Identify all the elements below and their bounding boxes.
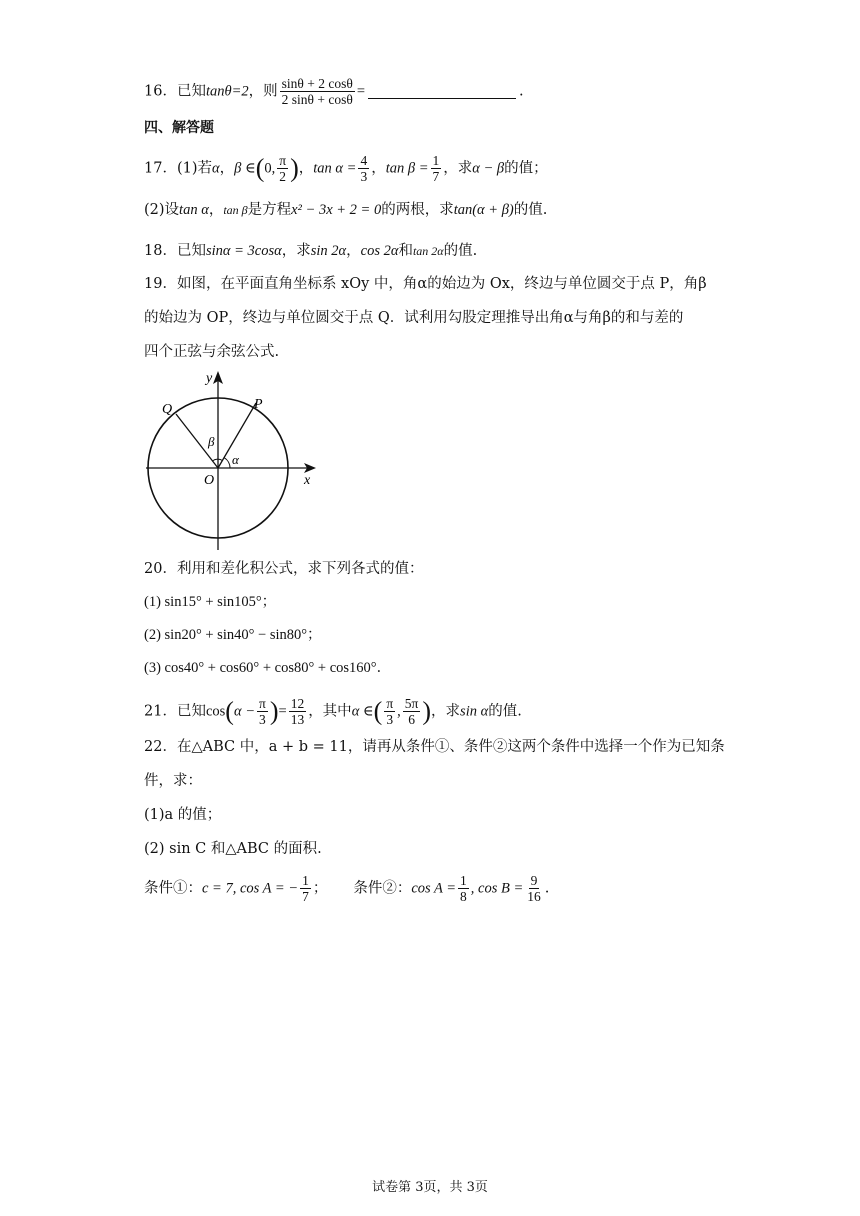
label-y: y [206,371,213,386]
q17-end: 的值； [504,160,548,177]
tan-sum: tan(α + β) [453,202,514,218]
frac-den: 8 [460,889,467,904]
five-pi-over-6 [403,696,421,727]
label-alpha: α [232,452,239,467]
left-paren: ( [255,153,265,183]
frac-num: 4 [360,153,368,168]
question-21 [144,696,522,727]
answer-blank [368,84,516,99]
question-19-line2: 的始边为 OP，终边与单位圆交于点 Q．试利用勾股定理推导出角α与角β的和与差的 [144,310,684,326]
label-o: O [204,473,215,488]
question-22-part1: (1)a 的值； [144,807,222,823]
frac-num: 1 [302,873,309,888]
q21-end: 的值. [488,703,522,720]
q20-item-1: (1) sin15° + sin105°； [144,594,277,610]
frac-den: 16 [527,889,541,904]
pi-over-2 [277,153,288,184]
condition-2-eq: cos A = [411,880,457,897]
tan-alpha: tan α [179,202,209,218]
pi-over-3b [384,696,395,727]
q18-and: 和 [398,243,413,259]
frac-den: 3 [259,712,266,727]
frac-den: 7 [432,169,440,184]
q16-then: ，则 [248,83,278,100]
twelve-thirteenths [289,696,307,727]
one-seventh [300,873,311,904]
question-22-line2: 件，求： [144,773,202,789]
q18-condition: sinα = 3cosα [205,243,282,259]
frac-den: 3 [386,712,394,727]
quadratic-equation: x² − 3x + 2 = 0 [291,202,382,218]
alpha-minus-beta: α − β [472,160,505,177]
q21-inner: α − [233,703,255,720]
frac-num: 1 [460,873,467,888]
question-17-part2 [144,199,547,221]
frac-num: 1 [432,153,440,168]
page-footer: 试卷第 3页，共 3页 [372,1180,488,1195]
frac-num: 5π [404,696,419,711]
question-17-part1 [144,153,548,184]
q16-denominator: 2 sinθ + cosθ [281,92,353,107]
q17b-text2: 的两根，求 [381,202,454,218]
condition-2-end: . [544,880,550,897]
tan-2alpha: tan 2α [412,244,444,258]
q21-label: 21．已知 [144,703,206,720]
tan-beta: tan β = [385,160,429,177]
q18-label: 18．已知 [144,243,206,259]
q17b-label: (2)设 [144,202,180,218]
q17b-sep: ， [208,202,224,218]
sin-alpha: sin α [460,703,489,720]
q17-sep2: ， [298,160,314,177]
frac-num: 12 [290,696,305,711]
question-19-line3: 四个正弦与余弦公式. [144,344,280,360]
frac-den: 7 [302,889,309,904]
q21-equals: = [278,703,287,720]
q16-label: 16．已知 [144,83,206,100]
frac-num: 9 [530,873,538,888]
q20-item-3: (3) cos40° + cos60° + cos80° + cos160°． [144,660,392,676]
question-22-part2: (2) sin C 和△ABC 的面积. [144,841,322,857]
q18-sep: ， [346,243,361,259]
section-heading: 四、解答题 [144,120,214,136]
interval-comma: , [397,703,401,720]
left-paren: ( [373,696,383,726]
q17-alpha: α [212,160,220,177]
q16-end: . [519,83,524,100]
label-q: Q [162,402,173,417]
q21-cos: cos [205,703,226,720]
question-18 [144,240,477,262]
unit-circle-figure [140,366,330,556]
q17-ask: ，求 [443,160,473,177]
q17-sep: ， [219,160,235,177]
q17-label: 17．(1)若 [144,160,212,177]
sin-2alpha: sin 2α [310,243,347,259]
right-paren: ) [290,153,299,183]
question-19-line1: 19．如图，在平面直角坐标系 xOy 中，角α的始边为 Ox，终边与单位圆交于点 P，角β [144,276,707,292]
right-paren: ) [269,696,279,726]
tan-beta: tan β [223,203,248,217]
condition-2-label: 条件②： [353,880,412,897]
one-eighth [458,873,469,904]
nine-sixteenths [525,873,543,904]
q18-ask: ，求 [281,243,311,259]
frac-den: 13 [290,712,305,727]
pi-over-3 [257,696,268,727]
condition-1-end: ； [312,880,328,897]
condition-2-cosb: , cos B = [470,880,524,897]
tan-alpha: tan α = [313,160,357,177]
right-paren: ) [422,696,432,726]
q16-numerator: sinθ + 2 cosθ [281,76,353,91]
frac-num: π [386,696,394,711]
question-20: 20．利用和差化积公式，求下列各式的值： [144,561,424,577]
q18-end: 的值. [443,243,478,259]
question-22-line1: 22．在△ABC 中，a + b = 11，请再从条件①、条件②这两个条件中选择一个作为已知条 [144,739,725,755]
question-22-conditions [144,873,549,904]
q17-beta-in: β ∈ [234,160,256,177]
q16-condition: tanθ=2 [205,83,249,100]
frac-num: π [259,696,266,711]
label-beta: β [208,434,215,449]
label-p: P [254,397,263,412]
cos-2alpha: cos 2α [360,243,399,259]
interval-zero: 0, [264,160,276,177]
condition-1-eq: c = 7, cos A = − [202,880,299,897]
question-16 [144,76,524,107]
frac-num: π [279,153,287,168]
frac-den: 3 [360,169,368,184]
q16-equals: = [356,83,365,100]
q16-fraction [280,76,355,107]
q21-ask: ，求 [431,703,461,720]
q20-item-2: (2) sin20° + sin40° − sin80°； [144,627,322,643]
alpha-in: α ∈ [351,703,374,720]
one-seventh [431,153,442,184]
frac-den: 2 [279,169,287,184]
q17b-end: 的值. [513,202,548,218]
label-x: x [304,473,311,488]
condition-1-label: 条件①： [144,880,202,897]
four-thirds [358,153,369,184]
frac-den: 6 [408,712,415,727]
alpha-arc [224,458,230,468]
q17b-text: 是方程 [247,202,292,218]
q21-where: ，其中 [308,703,352,720]
q17-sep3: ， [371,160,386,177]
left-paren: ( [225,696,234,726]
